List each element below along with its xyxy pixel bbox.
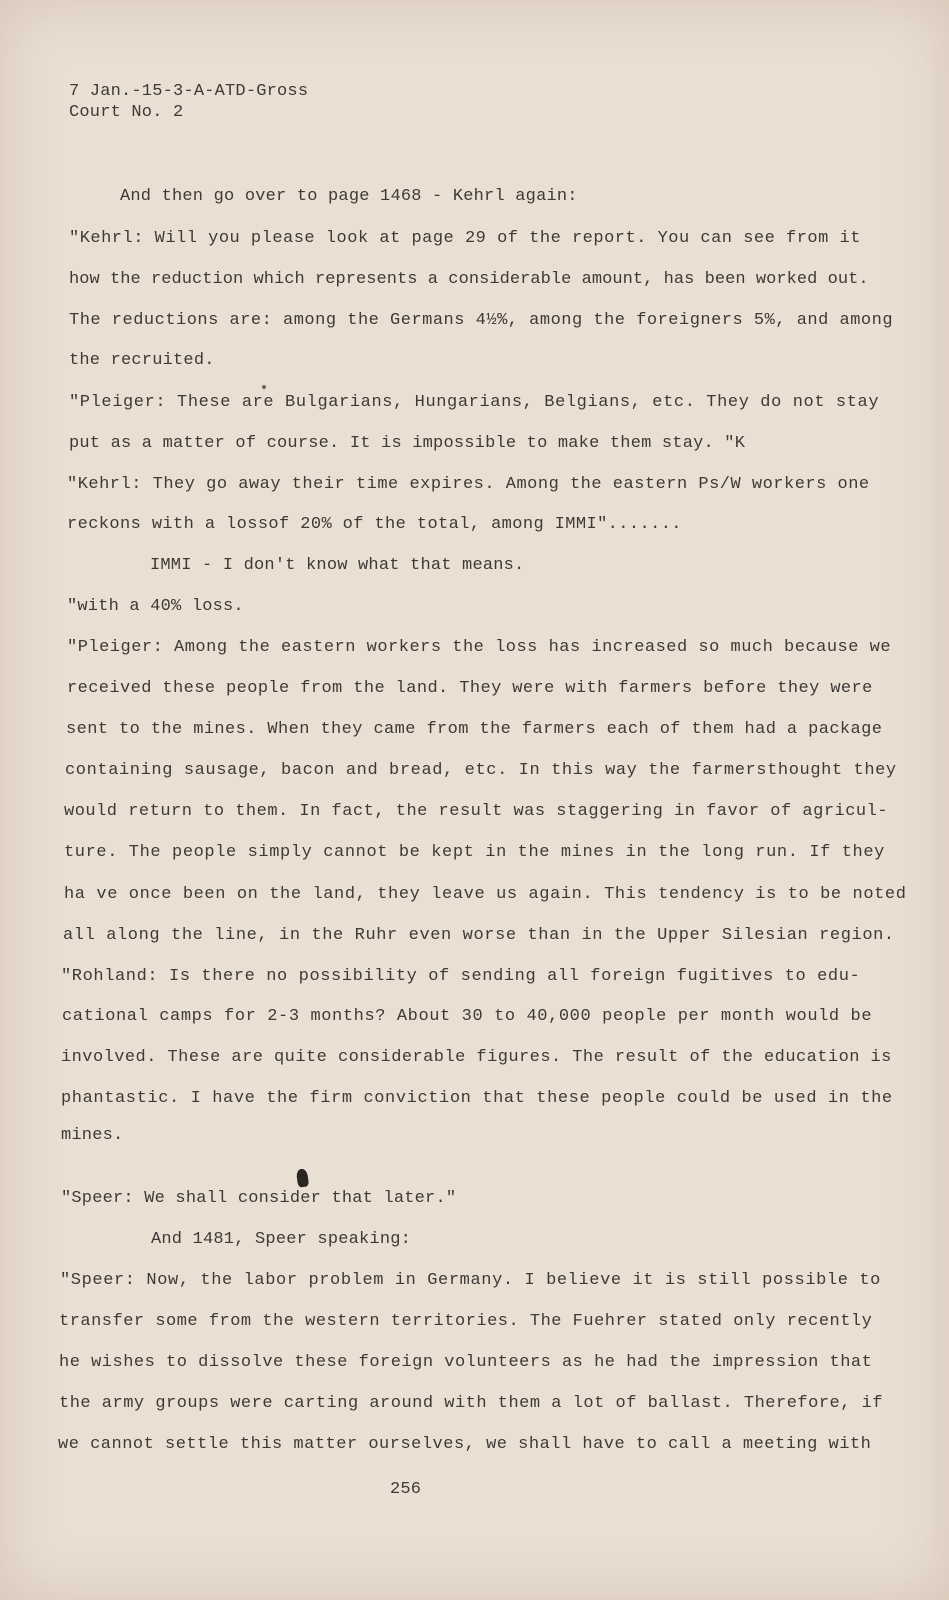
text-line: containing sausage, bacon and bread, etc. In this way the farmersthought they xyxy=(65,761,897,780)
text-line: "Rohland: Is there no possibility of sending all foreign fugitives to edu- xyxy=(61,967,861,986)
text-line: "Speer: Now, the labor problem in Germany. I believe it is still possible to xyxy=(60,1271,881,1290)
text-line: "Pleiger: These are Bulgarians, Hungarians, Belgians, etc. They do not stay xyxy=(69,393,880,412)
text-line: ha ve once been on the land, they leave us again. This tendency is to be noted xyxy=(64,885,907,904)
text-line: "Speer: We shall consider that later." xyxy=(61,1189,457,1208)
text-line: all along the line, in the Ruhr even worse than in the Upper Silesian region. xyxy=(63,926,895,945)
text-line: the army groups were carting around with them a lot of ballast. Therefore, if xyxy=(59,1394,884,1413)
text-line: "Kehrl: Will you please look at page 29 of the report. You can see from it xyxy=(69,229,861,248)
text-line: reckons with a lossof 20% of the total, among IMMI"....... xyxy=(67,515,682,534)
text-line: The reductions are: among the Germans 4½%, among the foreigners 5%, and among xyxy=(69,311,894,330)
text-line: And then go over to page 1468 - Kehrl again: xyxy=(120,187,578,206)
text-line: sent to the mines. When they came from the farmers each of them had a package xyxy=(66,720,883,739)
text-line: we cannot settle this matter ourselves, we shall have to call a meeting with xyxy=(58,1435,872,1454)
ink-blot xyxy=(296,1168,309,1187)
text-line: "Pleiger: Among the eastern workers the loss has increased so much because we xyxy=(67,638,892,657)
text-line: phantastic. I have the firm conviction that these people could be used in the xyxy=(61,1089,893,1108)
header-line-1: 7 Jan.-15-3-A-ATD-Gross xyxy=(69,82,309,101)
text-line: ture. The people simply cannot be kept in the mines in the long run. If they xyxy=(64,843,885,862)
text-line: And 1481, Speer speaking: xyxy=(151,1230,412,1249)
text-line: received these people from the land. They were with farmers before they were xyxy=(67,679,873,698)
text-line: he wishes to dissolve these foreign volunteers as he had the impression that xyxy=(59,1353,873,1372)
ink-speck xyxy=(262,385,266,389)
text-line: would return to them. In fact, the result was staggering in favor of agricul- xyxy=(64,802,889,821)
page-number: 256 xyxy=(390,1480,422,1499)
text-line: cational camps for 2-3 months? About 30 to 40,000 people per month would be xyxy=(62,1007,873,1026)
text-line: how the reduction which represents a considerable amount, has been worked out. xyxy=(69,270,869,289)
text-line: "with a 40% loss. xyxy=(67,597,244,616)
text-line: transfer some from the western territories. The Fuehrer stated only recently xyxy=(59,1312,873,1331)
text-line: the recruited. xyxy=(69,351,215,370)
text-line: mines. xyxy=(61,1126,124,1145)
text-line: put as a matter of course. It is impossible to make them stay. "K xyxy=(69,434,746,453)
text-line: involved. These are quite considerable figures. The result of the education is xyxy=(61,1048,892,1067)
header-line-2: Court No. 2 xyxy=(69,103,184,122)
text-line: "Kehrl: They go away their time expires. Among the eastern Ps/W workers one xyxy=(67,475,870,494)
text-line: IMMI - I don't know what that means. xyxy=(150,556,525,575)
